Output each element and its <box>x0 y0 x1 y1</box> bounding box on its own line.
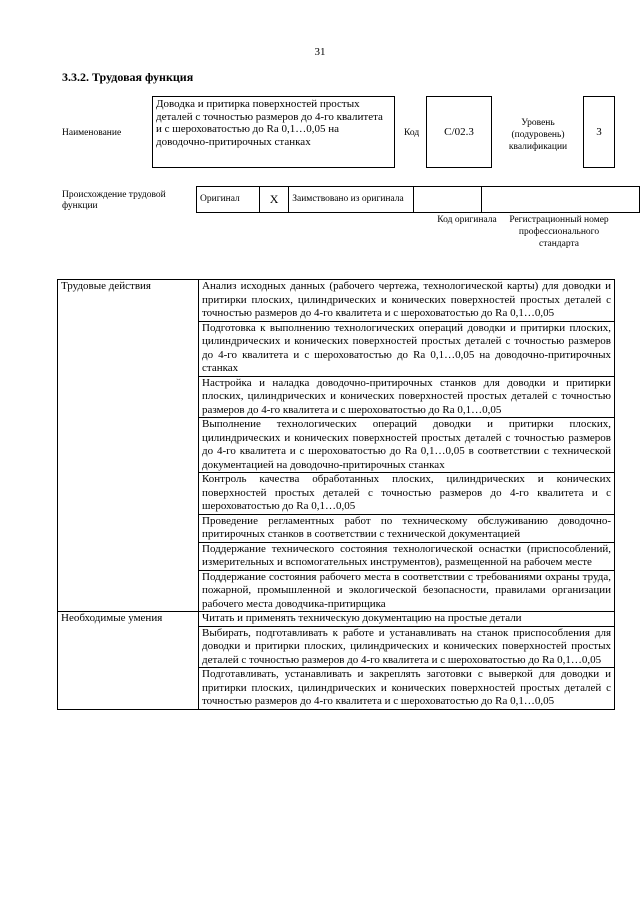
section-item: Поддержание технического состояния технологической оснастки (приспособлений, измерительных и вспомогательных инструментов), размещенной на рабочем месте <box>199 542 615 570</box>
section-heading: Трудовые действия <box>58 280 199 612</box>
section-item: Проведение регламентных работ по техническому обслуживанию доводочно-притирочных станков в соответствии с технической документацией <box>199 514 615 542</box>
level-label: Уровень (подуровень) квалификации <box>508 118 568 152</box>
level-value-box: 3 <box>583 96 615 168</box>
section-item: Подготовка к выполнению технологических операций доводки и притирки плоских, цилиндрических и конических поверхностей простых деталей с точностью размеров до 4-го квалитета и с шероховатостью до Ra 0,1…0,05 на доводочно-притирочных станках <box>199 321 615 376</box>
section-item: Выбирать, подготавливать к работе и устанавливать на станок приспособления для доводки и притирки плоских, цилиндрических и конических поверхностей простых деталей с точностью размеров до 4-го квалитета и с шероховатостью до Ra 0,1…0,05 <box>199 626 615 668</box>
function-name-box: Доводка и притирка поверхностей простых деталей с точностью размеров до 4-го квалитета и с шероховатостью до Ra 0,1…0,05 на доводочно-притирочных станках <box>152 96 395 168</box>
function-details-table <box>57 279 615 710</box>
section-item: Подготавливать, устанавливать и закреплять заготовки с выверкой для доводки и притирки плоских, цилиндрических и конических поверхностей простых деталей с точностью размеров до 4-го квалитета и с шероховатостью до Ra 0,1…0,05 <box>199 668 615 710</box>
table-row <box>58 280 615 322</box>
original-label: Оригинал <box>197 187 260 213</box>
code-label: Код <box>404 128 420 138</box>
registration-caption: Регистрационный номер профессионального стандарта <box>509 215 609 249</box>
origin-label: Происхождение трудовой функции <box>62 190 166 211</box>
name-label: Наименование <box>62 128 122 138</box>
page-number: 31 <box>314 46 326 58</box>
borrowed-label: Заимствовано из оригинала <box>289 187 414 213</box>
registration-number-cell <box>481 187 639 213</box>
section-item: Читать и применять техническую документацию на простые детали <box>199 612 615 627</box>
section-item: Выполнение технологических операций доводки и притирки плоских, цилиндрических и конических поверхностей простых деталей с точностью размеров до 4-го квалитета и с шероховатостью до Ra 0,1…0,05 в соответствии с технической документацией на доводочно-притирочных станках <box>199 418 615 473</box>
section-heading: Необходимые умения <box>58 612 199 710</box>
code-value-box: C/02.3 <box>426 96 492 168</box>
section-item: Контроль качества обработанных плоских, цилиндрических и конических поверхностей простых деталей с точностью размеров до 4-го квалитета и с шероховатостью до Ra 0,1…0,05 <box>199 473 615 515</box>
section-title: 3.3.2. Трудовая функция <box>62 70 194 84</box>
table-row <box>58 612 615 627</box>
section-item: Поддержание состояния рабочего места в соответствии с требованиями охраны труда, пожарной, промышленной и экологической безопасности, правилами организации рабочего места доводчика-притирщика <box>199 570 615 612</box>
section-item: Анализ исходных данных (рабочего чертежа, технологической карты) для доводки и притирки плоских, цилиндрических и конических поверхностей простых деталей с точностью размеров до 4-го квалитета и с шероховатостью до Ra 0,1…0,05 <box>199 280 615 322</box>
original-mark: X <box>259 187 288 213</box>
original-code-cell <box>414 187 481 213</box>
code-caption: Код оригинала <box>437 215 497 225</box>
section-item: Настройка и наладка доводочно-притирочных станков для доводки и притирки плоских, цилиндрических и конических поверхностей простых деталей с точностью размеров до 4-го квалитета и с шероховатостью до Ra 0,1…0,05 <box>199 376 615 418</box>
origin-table <box>196 186 640 213</box>
